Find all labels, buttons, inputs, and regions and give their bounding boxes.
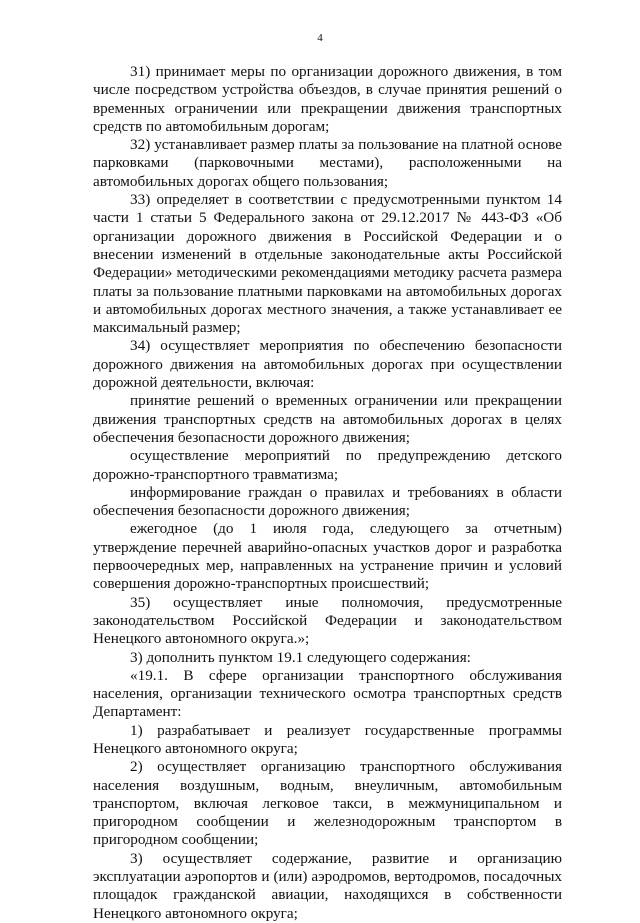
paragraph-item-31: 31) принимает меры по организации дорожного движения, в том числе посредством устройства объездов, в случае принятия решений о временных ограничении или прекращении движения транспортных средств по автомобильным дорогам;: [93, 63, 562, 135]
paragraph-section-19-1-item-1: 1) разрабатывает и реализует государственные программы Ненецкого автономного округа;: [93, 721, 562, 757]
paragraph-item-33: 33) определяет в соответствии с предусмотренными пунктом 14 части 1 статьи 5 Федерального закона от 29.12.2017 № 443-ФЗ «Об организации дорожного движения в Российской Федерации и о внесении изменений в отдельные законодательные акты Российской Федерации» методическими рекомендациями методику расчета размера платы за пользование платными парковками на автомобильных дорогах и автомобильных дорогах местного значения, а также устанавливает ее максимальный размер;: [93, 191, 562, 337]
paragraph-subitem-dangerous-sections: ежегодное (до 1 июля года, следующего за отчетным) утверждение перечней аварийно-опасных участков дорог и разработка первоочередных мер, направленных на устранение причин и условий совершения дорожно-транспортных происшествий;: [93, 520, 562, 593]
paragraph-subitem-child-injury-prevention: осуществление мероприятий по предупреждению детского дорожно-транспортного травматизма;: [93, 447, 562, 483]
paragraph-subitem-temporary-restrictions: принятие решений о временных ограничении или прекращении движения транспортных средств на автомобильных дорогах в целях обеспечения безопасности дорожного движения;: [93, 392, 562, 446]
paragraph-amendment-3: 3) дополнить пунктом 19.1 следующего содержания:: [130, 648, 471, 666]
paragraph-item-32: 32) устанавливает размер платы за пользование на платной основе парковками (парковочными местами), расположенными на автомобильных дорогах общего пользования;: [93, 136, 562, 190]
paragraph-section-19-1: «19.1. В сфере организации транспортного обслуживания населения, организации технического осмотра транспортных средств Департамент:: [93, 666, 562, 721]
paragraph-section-19-1-item-3: 3) осуществляет содержание, развитие и организацию эксплуатации аэропортов и (или) аэродромов, вертодромов, посадочных площадок гражданской авиации, находящихся в собственности Ненецкого автономного округа;: [93, 849, 562, 922]
document-body: [93, 63, 562, 923]
paragraph-item-34: 34) осуществляет мероприятия по обеспечению безопасности дорожного движения на автомобильных дорогах при осуществлении дорожной деятельности, включая:: [93, 337, 562, 392]
paragraph-item-35: 35) осуществляет иные полномочия, предусмотренные законодательством Российской Федерации и законодательством Ненецкого автономного округа.»;: [93, 593, 562, 648]
paragraph-subitem-informing-citizens: информирование граждан о правилах и требованиях в области обеспечения безопасности дорожного движения;: [93, 483, 562, 520]
page-number: 4: [317, 32, 323, 44]
paragraph-section-19-1-item-2: 2) осуществляет организацию транспортного обслуживания населения воздушным, водным, внеуличным, автомобильным транспортом, включая легковое такси, в межмуниципальном и пригородном сообщении и железнодорожным транспортом в пригородном сообщении;: [93, 758, 562, 849]
